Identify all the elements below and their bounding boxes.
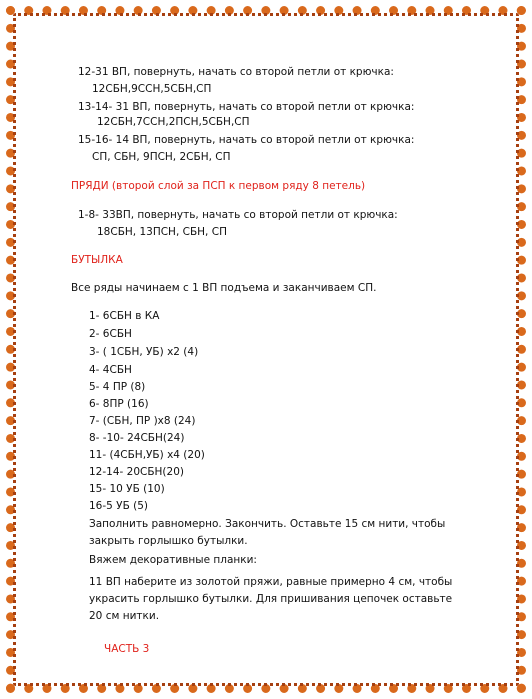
row-15-16-stitches: СП, СБН, 9ПСН, 2СБН, СП: [92, 151, 231, 163]
bottle-row: 1- 6СБН в КА: [89, 310, 160, 322]
planks-text-line-3: 20 см нитки.: [89, 610, 160, 622]
strands-title: ПРЯДИ (второй слой за ПСП к первом ряду 8 петель): [71, 180, 366, 192]
bottle-row: 11- (4СБН,УБ) х4 (20): [89, 449, 205, 461]
bottle-row: 5- 4 ПР (8): [89, 381, 146, 393]
planks-text-line-2: украсить горлышко бутылки. Для пришивания цепочек оставьте: [89, 593, 453, 605]
strands-instruction: 1-8- 33ВП, повернуть, начать со второй петли от крючка:: [78, 209, 398, 221]
part-3-title: ЧАСТЬ 3: [104, 643, 150, 655]
row-12-31-stitches: 12СБН,9ССН,5СБН,СП: [92, 83, 212, 95]
bottle-row: 8- -10- 24СБН(24): [89, 432, 185, 444]
planks-title: Вяжем декоративные планки:: [89, 554, 257, 566]
bottle-row: 3- ( 1СБН, УБ) х2 (4): [89, 346, 199, 358]
row-13-14-instruction: 13-14- 31 ВП, повернуть, начать со второй петли от крючка:: [78, 101, 415, 113]
bottle-row: 7- (СБН, ПР )х8 (24): [89, 415, 196, 427]
row-12-31-instruction: 12-31 ВП, повернуть, начать со второй петли от крючка:: [78, 66, 394, 78]
bottle-row: 2- 6СБН: [89, 328, 132, 340]
row-15-16-instruction: 15-16- 14 ВП, повернуть, начать со второй петли от крючка:: [78, 134, 415, 146]
finish-text-line-1: Заполнить равномерно. Закончить. Оставьте 15 см нити, чтобы: [89, 518, 446, 530]
bottle-row: 16-5 УБ (5): [89, 500, 148, 512]
bottle-row: 6- 8ПР (16): [89, 398, 149, 410]
bottle-title: БУТЫЛКА: [71, 254, 123, 266]
planks-text-line-1: 11 ВП наберите из золотой пряжи, равные примерно 4 см, чтобы: [89, 576, 453, 588]
row-13-14-stitches: 12СБН,7ССН,2ПСН,5СБН,СП: [97, 116, 250, 128]
bottle-row: 15- 10 УБ (10): [89, 483, 165, 495]
bottle-row: 4- 4СБН: [89, 364, 132, 376]
strands-stitches: 18СБН, 13ПСН, СБН, СП: [97, 226, 227, 238]
finish-text-line-2: закрыть горлышко бутылки.: [89, 535, 248, 547]
bottle-intro: Все ряды начинаем с 1 ВП подъема и заканчиваем СП.: [71, 282, 377, 294]
bottle-row: 12-14- 20СБН(20): [89, 466, 184, 478]
